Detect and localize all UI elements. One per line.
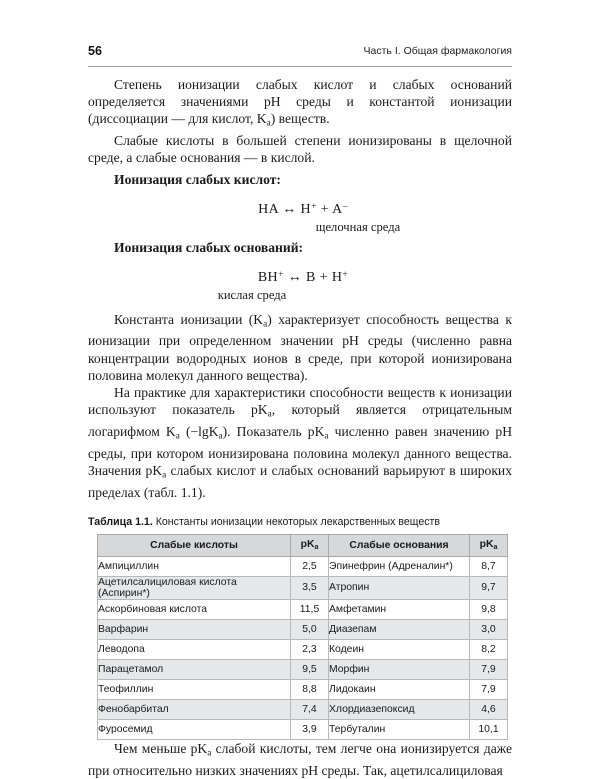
cell-acid-name: Ампициллин (98, 556, 291, 576)
cell-acid-name: Фуросемид (98, 719, 291, 739)
cell-base-pka: 3,0 (470, 619, 508, 639)
cell-base-pka: 7,9 (470, 659, 508, 679)
table-header-row (98, 534, 508, 556)
pka-subscript-3: a (162, 469, 167, 480)
cell-acid-name: Парацетамол (98, 659, 291, 679)
column-header-weak-acids: Слабые кислоты (98, 534, 291, 556)
column-header-pka-bases: $pK_a$ (470, 534, 508, 556)
ka-subscript: a (266, 117, 271, 128)
table-caption (88, 515, 512, 529)
table-row (98, 699, 508, 719)
cell-acid-pka: 5,0 (291, 619, 329, 639)
equation-base: BH+ ↔ B + H+ (257, 269, 349, 285)
table-caption-label: Таблица 1.1. (88, 515, 153, 528)
paragraph-ionization-constant: Константа ионизации $(K_a)$ характеризует способность вещества к ионизации при определенном значении pH среды (численно равна концентрации водородных ионов в среде, при которой ионизирована половина молекул данного вещества). (88, 311, 512, 383)
pka-header-subscript-left: a (314, 544, 319, 552)
heading-base-ionization: Ионизация слабых оснований: (114, 239, 304, 255)
ionization-constants-table (97, 534, 508, 740)
table-row (98, 639, 508, 659)
acid-sup-plus: + (311, 201, 317, 212)
cell-base-pka: 4,6 (470, 699, 508, 719)
cell-base-pka: 10,1 (470, 719, 508, 739)
pka-header-subscript-right: a (493, 544, 498, 552)
ka-subscript-2: a (263, 318, 268, 329)
paragraph-closing: Чем меньше $pK_a$ слабой кислоты, тем легче она ионизируется даже при относительно низких значениях pH среды. Так, ацетилсалициловая (88, 740, 512, 778)
pka-subscript-4: a (207, 747, 212, 758)
page-number: 56 (88, 44, 102, 58)
cell-base-name: Морфин (329, 659, 470, 679)
cell-acid-name: Теофиллин (98, 679, 291, 699)
paragraph-pka-definition: На практике для характеристики способности веществ к ионизации используют показатель $pK_a$, который является отрицательным логарифмом $K_a$ (−lgK$_a$). Показатель $pK_a$ численно равен значению pH среды, при котором ионизирована половина молекул данного вещества. Значения $pK_a$ слабых кислот и слабых оснований варьируют в широких пределах (табл. 1.1). (88, 384, 513, 500)
table-row (98, 556, 508, 576)
cell-acid-name: Фенобарбитал (98, 699, 291, 719)
cell-base-name: Лидокаин (329, 679, 470, 699)
paragraph-weak-acids-bases: Слабые кислоты в большей степени ионизированы в щелочной среде, а слабые основания — в кислой. (88, 133, 512, 166)
table-row (98, 619, 508, 639)
heading-acid-ionization: Ионизация слабых кислот: (114, 171, 281, 187)
table-body (98, 556, 508, 739)
column-header-pka-acids: $pK_a$ (291, 534, 329, 556)
equation-acid: HA ↔ H+ + A– (258, 201, 348, 217)
paragraph-ionization-degree: Степень ионизации слабых кислот и слабых оснований определяется значениями pH среды и константой ионизации (диссоциации — для кислот, $K_a$) веществ. (88, 77, 512, 128)
cell-base-name: Эпинефрин (Адреналин*) (329, 556, 470, 576)
base-sup-plus-2: + (342, 269, 349, 280)
cell-base-name: Кодеин (329, 639, 470, 659)
cell-acid-pka: 11,5 (291, 599, 329, 619)
running-head-title: Часть I. Общая фармакология (363, 45, 512, 57)
table-row (98, 719, 508, 739)
cell-base-name: Диазепам (329, 619, 470, 639)
cell-base-name: Тербуталин (329, 719, 470, 739)
acid-sup-minus: – (342, 201, 348, 212)
pka-subscript-1: a (267, 408, 272, 419)
cell-base-name: Хлордиазепоксид (329, 699, 470, 719)
cell-acid-name: Варфарин (98, 619, 291, 639)
pka-subscript-2: a (324, 430, 329, 441)
cell-base-pka: 9,7 (470, 576, 508, 599)
cell-acid-pka: 2,3 (291, 639, 329, 659)
cell-acid-name: Леводопа (98, 639, 291, 659)
equation-base-block (88, 266, 512, 303)
cell-base-name: Атропин (329, 576, 470, 599)
cell-base-pka: 9,8 (470, 599, 508, 619)
table-row (98, 679, 508, 699)
cell-acid-name: Аскорбиновая кислота (98, 599, 291, 619)
cell-acid-pka: 3,9 (291, 719, 329, 739)
column-header-weak-bases: Слабые основания (329, 534, 470, 556)
cell-base-pka: 8,2 (470, 639, 508, 659)
page-content (88, 76, 512, 779)
ka-subscript-3: a (175, 430, 180, 441)
cell-acid-pka: 9,5 (291, 659, 329, 679)
cell-base-name: Амфетамин (329, 599, 470, 619)
cell-acid-pka: 8,8 (291, 679, 329, 699)
cell-acid-pka: 7,4 (291, 699, 329, 719)
table-row (98, 599, 508, 619)
running-header (88, 44, 512, 67)
cell-base-pka: 8,7 (470, 556, 508, 576)
equation-acid-caption: щелочная среда (315, 219, 401, 234)
equation-acid-block (88, 198, 512, 235)
table-caption-text: Константы ионизации некоторых лекарственных веществ (155, 515, 441, 528)
ka-subscript-4: a (218, 430, 223, 441)
equation-base-caption: кислая среда (217, 287, 287, 302)
base-sup-plus-1: + (278, 269, 284, 280)
cell-acid-name: Ацетилсалициловая кислота (Аспирин*) (98, 576, 291, 599)
cell-acid-pka: 2,5 (291, 556, 329, 576)
table-row (98, 659, 508, 679)
table-row (98, 576, 508, 599)
cell-base-pka: 7,9 (470, 679, 508, 699)
cell-acid-pka: 3,5 (291, 576, 329, 599)
